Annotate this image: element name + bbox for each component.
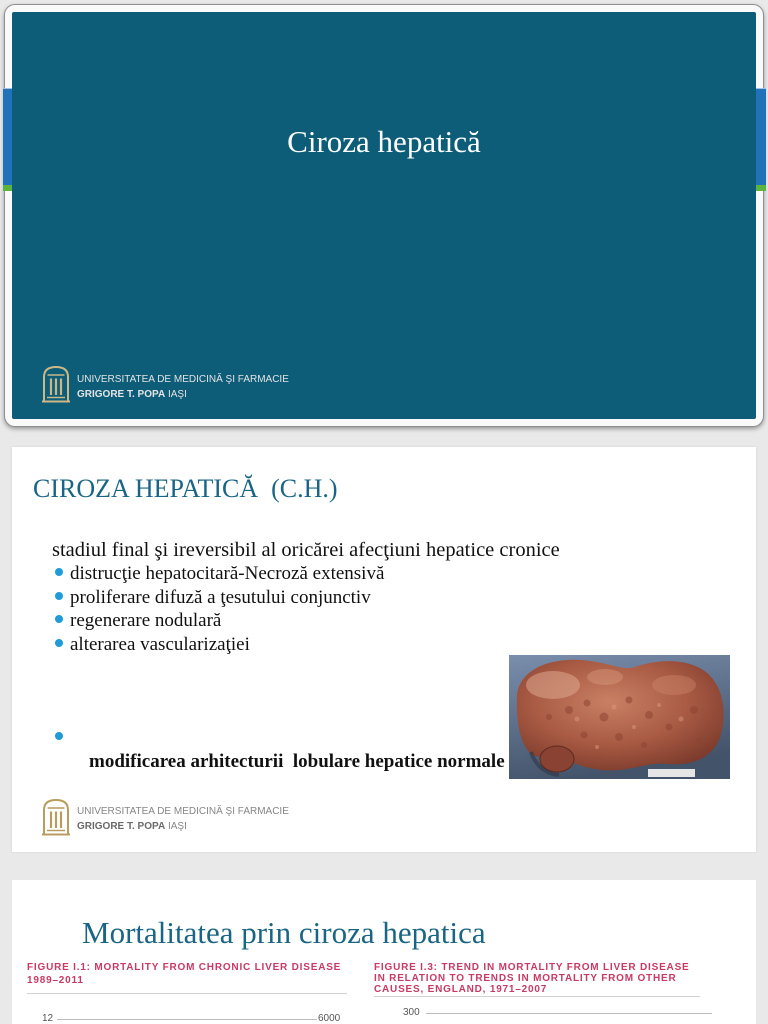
bullet-list [55, 562, 384, 657]
caption-rule [374, 996, 700, 997]
slide-title: Mortalitatea prin ciroza hepatica [82, 915, 486, 950]
caption-line: FIGURE I.3: TREND IN MORTALITY FROM LIVER DISEASE [374, 962, 690, 973]
bullet-text: alterarea vascularizaţiei [70, 633, 250, 655]
caption-line: CAUSES, ENGLAND, 1971–2007 [374, 984, 548, 995]
bullet-dot-icon [55, 732, 63, 740]
bullet-text: regenerare nodulară [70, 610, 222, 632]
axis-tick-label: 300 [403, 1007, 420, 1018]
logo-line-1: UNIVERSITATEA DE MEDICINĂ ŞI FARMACIE [77, 374, 289, 385]
caption-rule [27, 993, 347, 994]
logo-line-2-bold: GRIGORE T. POPA [77, 821, 166, 832]
bullet-text: modificarea arhitecturii lobulare hepatice normale [89, 751, 505, 772]
logo-line-2 [77, 821, 187, 833]
bullet-text: proliferare difuză a ţesutului conjunctiv [70, 586, 371, 608]
university-crest-icon [41, 364, 71, 404]
bullet-dot-icon [55, 615, 63, 623]
bullet-dot-icon [55, 592, 63, 600]
slide-title: Ciroza hepatică [287, 124, 481, 159]
title-slide-panel [12, 12, 756, 419]
slide-1 [4, 4, 764, 427]
bullet-dot-icon [55, 639, 63, 647]
figure-caption [27, 962, 341, 987]
logo-line-2-regular: IAŞI [167, 821, 187, 832]
slide-intro-text: stadiul final şi ireversibil al oricărei afecţiuni hepatice cronice [52, 539, 560, 561]
logo-line-1: UNIVERSITATEA DE MEDICINĂ ŞI FARMACIE [77, 806, 289, 817]
slide-title: CIROZA HEPATICĂ (C.H.) [33, 474, 338, 503]
liver-specimen-photo [509, 655, 730, 779]
bullet-item [55, 609, 384, 633]
bullet-text: distrucţie hepatocitară-Necroză extensivă [70, 563, 385, 584]
axis-gridline [426, 1013, 712, 1014]
figure-caption [374, 962, 690, 995]
logo-line-2-regular: IAŞI [167, 389, 187, 400]
bullet-item [55, 586, 384, 610]
slide-2 [12, 447, 756, 852]
bold-bullet-item [55, 726, 505, 772]
axis-tick-label: 12 [42, 1013, 54, 1024]
caption-line: IN RELATION TO TRENDS IN MORTALITY FROM OTHER [374, 973, 677, 984]
caption-line: 1989–2011 [27, 974, 84, 986]
logo-line-2 [77, 389, 187, 401]
bullet-dot-icon [55, 568, 63, 576]
axis-tick-label: 6000 [318, 1013, 341, 1024]
caption-line: FIGURE I.1: MORTALITY FROM CHRONIC LIVER DISEASE [27, 962, 342, 973]
logo-line-2-bold: GRIGORE T. POPA [77, 389, 166, 400]
university-crest-icon [41, 797, 71, 837]
bullet-item [55, 562, 384, 586]
slide-3 [12, 880, 756, 1024]
bullet-item [55, 633, 384, 657]
axis-gridline [57, 1019, 317, 1020]
